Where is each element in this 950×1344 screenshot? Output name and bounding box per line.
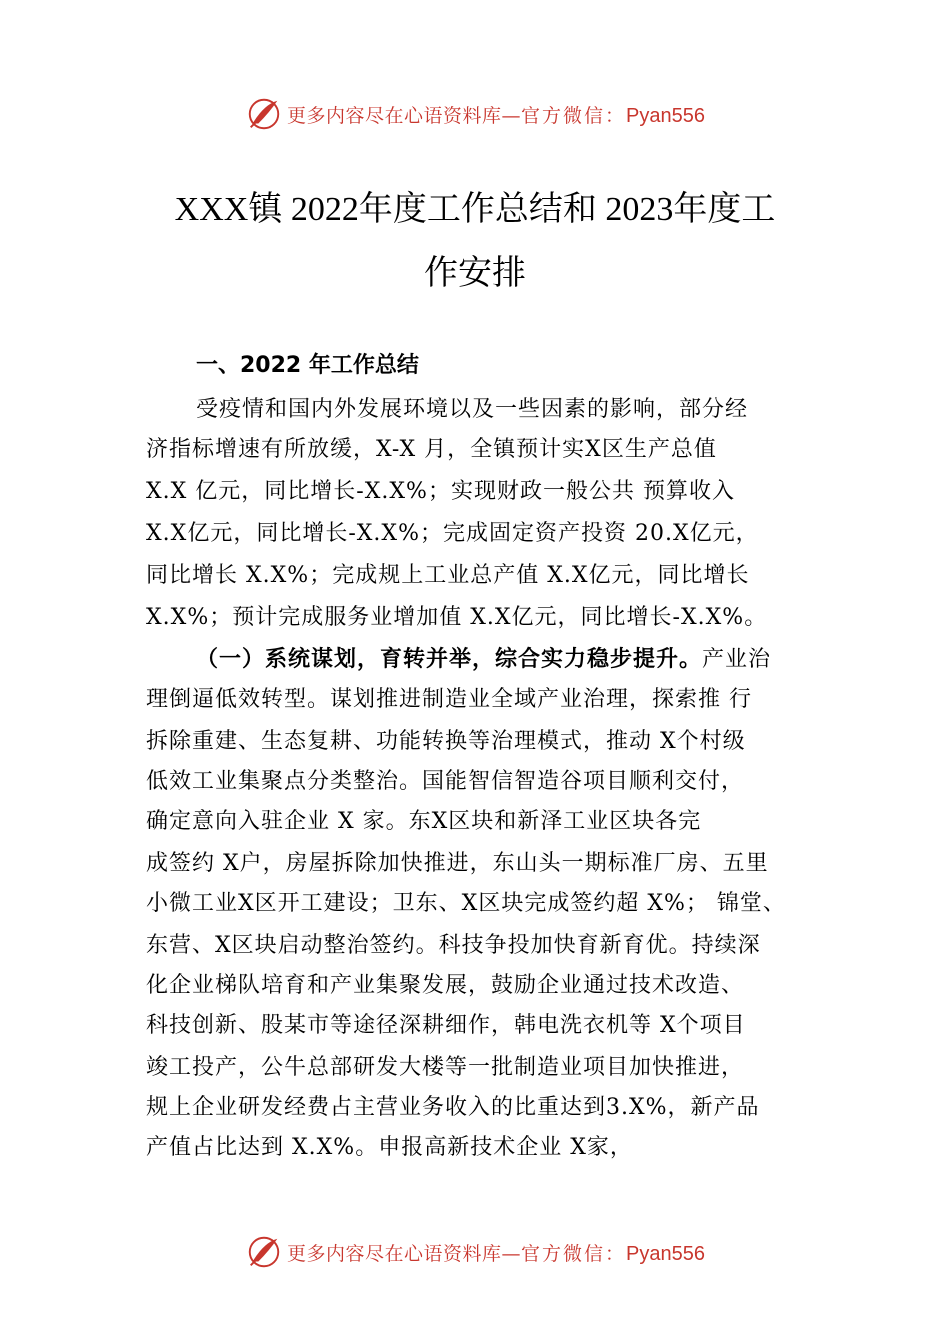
pen-logo-icon — [245, 95, 283, 133]
title-line-2: 作安排 — [424, 255, 526, 292]
footer-banner — [0, 1230, 950, 1274]
paragraph-line: X.X 亿元，同比增长-X.X%；实现财政一般公共 预算收入 — [146, 479, 735, 504]
paragraph-line: X.X亿元，同比增长-X.X%；完成固定资产投资 20.X亿元， — [146, 521, 759, 546]
paragraph-line: 受疫情和国内外发展环境以及一些因素的影响，部分经 — [196, 397, 749, 422]
subsection-heading-line: （一）系统谋划，育转并举，综合实力稳步提升。产业治 — [196, 646, 772, 672]
paragraph-line: 成签约 X户，房屋拆除加快推进，东山头一期标准厂房、五里 — [146, 851, 769, 876]
paragraph-line: 低效工业集聚点分类整治。国能智信智造谷项目顺利交付， — [146, 769, 745, 794]
paragraph-line: X.X%；预计完成服务业增加值 X.X亿元，同比增长-X.X%。 — [146, 605, 768, 630]
pen-logo-icon — [245, 1233, 283, 1271]
paragraph-line: 拆除重建、生态复耕、功能转换等治理模式，推动 X个村级 — [146, 729, 746, 754]
paragraph-line: 确定意向入驻企业 X 家。东X区块和新泽工业区块各完 — [146, 809, 702, 834]
paragraph-line: 济指标增速有所放缓，X-X 月，全镇预计实X区生产总值 — [146, 437, 717, 462]
paragraph-line: 竣工投产，公牛总部研发大楼等一批制造业项目加快推进， — [146, 1055, 745, 1080]
banner-text: 更多内容尽在心语资料库—官方微信：Pyan556 — [287, 1242, 705, 1265]
document-title — [120, 178, 830, 306]
paragraph-line: 化企业梯队培育和产业集聚发展，鼓励企业通过技术改造、 — [146, 973, 745, 998]
paragraph-line: 东营、X区块启动整治签约。科技争投加快育新育优。持续深 — [146, 933, 761, 958]
paragraph-line: 产值占比达到 X.X%。申报高新技术企业 X家， — [146, 1135, 633, 1160]
paragraph-line: 理倒逼低效转型。谋划推进制造业全域产业治理，探索推 行 — [146, 687, 752, 712]
subsection-heading: （一）系统谋划，育转并举，综合实力稳步提升。 — [196, 646, 703, 672]
paragraph-line: 规上企业研发经费占主营业务收入的比重达到3.X%，新产品 — [146, 1095, 760, 1120]
banner-text: 更多内容尽在心语资料库—官方微信：Pyan556 — [287, 104, 705, 127]
header-banner — [0, 92, 950, 136]
title-line-1: XXX镇 2022年度工作总结和 2023年度工 — [174, 191, 776, 228]
paragraph-line: 同比增长 X.X%；完成规上工业总产值 X.X亿元，同比增长 — [146, 563, 750, 588]
paragraph-line: 小微工业X区开工建设；卫东、X区块完成签约超 X%； 锦堂、 — [146, 891, 786, 916]
paragraph-line: 科技创新、股某市等途径深耕细作，韩电洗衣机等 X个项目 — [146, 1013, 746, 1038]
section-heading: 一、2022 年工作总结 — [196, 353, 419, 378]
